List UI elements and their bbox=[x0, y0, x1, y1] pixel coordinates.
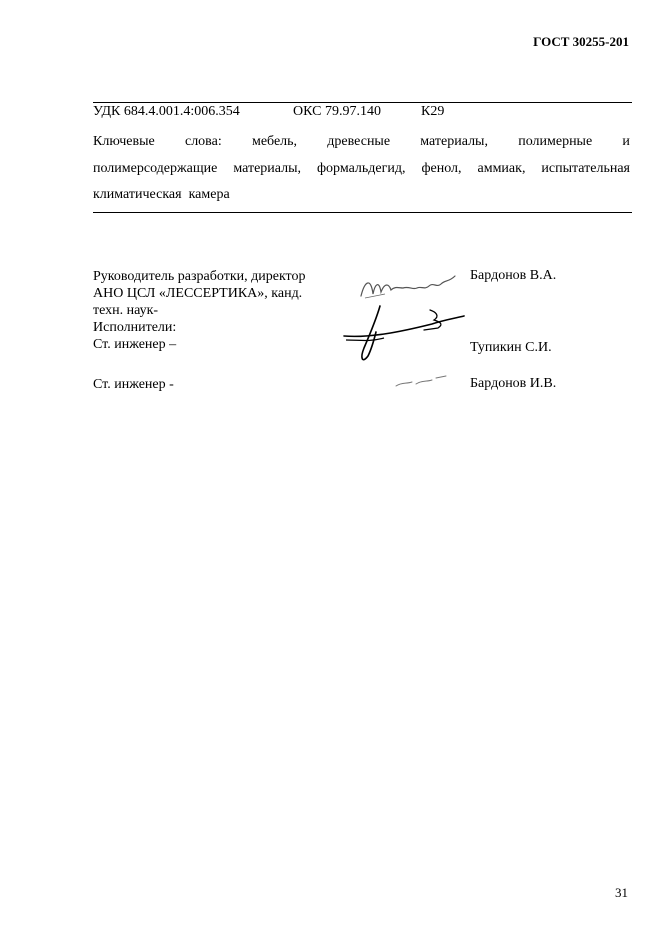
standard-code: ГОСТ 30255-201 bbox=[533, 34, 629, 49]
engineer2-title: Ст. инженер - bbox=[93, 377, 174, 392]
keyword-word: мебель, bbox=[251, 134, 298, 149]
lead-title-line-2: АНО ЦСЛ «ЛЕССЕРТИКА», канд. bbox=[93, 286, 303, 301]
keyword-word: полимерные bbox=[518, 134, 593, 149]
engineer1-signature-icon bbox=[340, 300, 470, 370]
oks-code: ОКС 79.97.140 bbox=[293, 104, 381, 119]
lead-title-line-3: техн. наук- bbox=[93, 303, 159, 318]
keyword-word: слова: bbox=[184, 134, 222, 149]
lead-title-line-1: Руководитель разработки, директор bbox=[93, 269, 306, 284]
keyword-word: климатическая камера bbox=[93, 187, 230, 202]
k-code: К29 bbox=[421, 104, 445, 119]
top-divider bbox=[93, 102, 632, 103]
keywords-line-1 bbox=[93, 129, 630, 156]
keywords-line-3 bbox=[93, 182, 630, 209]
lead-name: Бардонов В.А. bbox=[470, 268, 557, 283]
lead-title bbox=[93, 268, 306, 353]
keyword-word: аммиак, bbox=[477, 160, 526, 176]
keyword-word: фенол, bbox=[421, 160, 462, 176]
keyword-word: и bbox=[622, 134, 630, 149]
engineer2-signature-icon bbox=[392, 370, 452, 392]
keyword-word: Ключевые bbox=[93, 134, 155, 149]
engineer1-name: Тупикин С.И. bbox=[470, 340, 552, 355]
keyword-word: древесные bbox=[327, 134, 391, 149]
keyword-word: материалы, bbox=[233, 160, 302, 176]
page-number: 31 bbox=[615, 885, 628, 900]
keyword-word: материалы, bbox=[420, 134, 488, 149]
engineer2-name: Бардонов И.В. bbox=[470, 376, 557, 391]
keyword-word: испытательная bbox=[541, 160, 630, 176]
udk-code: УДК 684.4.001.4:006.354 bbox=[93, 104, 240, 119]
keywords-paragraph bbox=[93, 129, 630, 209]
bottom-divider bbox=[93, 212, 632, 213]
keywords-line-2 bbox=[93, 156, 630, 183]
keyword-word: формальдегид, bbox=[316, 160, 406, 176]
keyword-word: полимерсодержащие bbox=[93, 160, 218, 176]
classification-codes bbox=[93, 104, 444, 120]
performers-label: Исполнители: bbox=[93, 320, 177, 335]
engineer1-title: Ст. инженер – bbox=[93, 337, 177, 352]
